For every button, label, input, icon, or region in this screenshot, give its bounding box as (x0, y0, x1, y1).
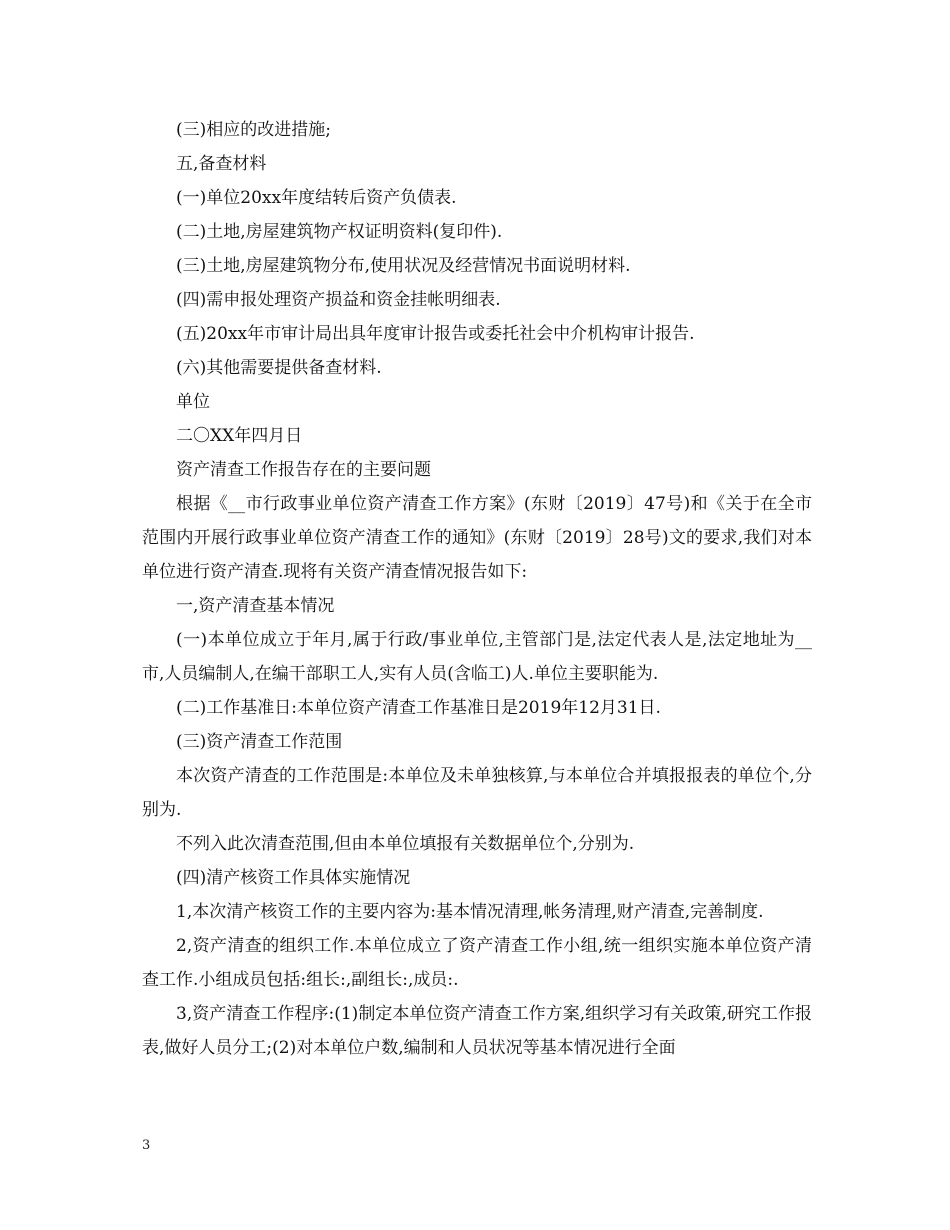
page-number: 3 (142, 1138, 151, 1153)
paragraph-scope-description: 本次资产清查的工作范围是:本单位及未单独核算,与本单位合并填报报表的单位个,分别为. (142, 766, 812, 820)
paragraph-report-basis: 根据《__市行政事业单位资产清查工作方案》(东财〔2019〕47号)和《关于在全市范围内开展行政事业单位资产清查工作的通知》(东财〔2019〕28号)文的要求,我们对本单位进行资产清查.现将有关资产清查情况报告如下: (142, 494, 812, 582)
paragraph-report-title: 资产清查工作报告存在的主要问题 (176, 460, 431, 480)
paragraph-organization: 2,资产清查的组织工作.本单位成立了资产清查工作小组,统一组织实施本单位资产清查工作.小组成员包括:组长:,副组长:,成员:. (142, 936, 812, 990)
document-body (142, 113, 812, 1065)
paragraph-section-five-heading: 五,备查材料 (176, 154, 267, 174)
paragraph-implementation-heading: (四)清产核资工作具体实施情况 (176, 868, 411, 888)
paragraph-procedure: 3,资产清查工作程序:(1)制定本单位资产清查工作方案,组织学习有关政策,研究工作报表,做好人员分工;(2)对本单位户数,编制和人员状况等基本情况进行全面 (142, 1004, 812, 1058)
paragraph-land-building-usage: (三)土地,房屋建筑物分布,使用状况及经营情况书面说明材料. (176, 256, 631, 276)
paragraph-scope-heading: (三)资产清查工作范围 (176, 732, 343, 752)
paragraph-base-date: (二)工作基准日:本单位资产清查工作基准日是2019年12月31日. (176, 698, 661, 718)
paragraph-other-materials: (六)其他需要提供备查材料. (176, 358, 382, 378)
paragraph-main-content: 1,本次清产核资工作的主要内容为:基本情况清理,帐务清理,财产清查,完善制度. (176, 902, 764, 922)
paragraph-improvement-measures: (三)相应的改进措施; (176, 120, 331, 140)
paragraph-date: 二〇XX年四月日 (176, 426, 303, 446)
paragraph-balance-sheet: (一)单位20xx年度结转后资产负债表. (176, 188, 457, 208)
paragraph-unit-basic-info: (一)本单位成立于年月,属于行政/事业单位,主管部门是,法定代表人是,法定地址为__市,人员编制人,在编干部职工人,实有人员(含临工)人.单位主要职能为. (142, 630, 812, 684)
paragraph-excluded-scope: 不列入此次清查范围,但由本单位填报有关数据单位个,分别为. (176, 834, 635, 854)
paragraph-property-certificate: (二)土地,房屋建筑物产权证明资料(复印件). (176, 222, 503, 242)
paragraph-section-one-heading: 一,资产清查基本情况 (176, 596, 335, 616)
paragraph-unit: 单位 (176, 392, 210, 412)
paragraph-asset-loss-detail: (四)需申报处理资产损益和资金挂帐明细表. (176, 290, 501, 310)
paragraph-audit-report: (五)20xx年市审计局出具年度审计报告或委托社会中介机构审计报告. (176, 324, 695, 344)
